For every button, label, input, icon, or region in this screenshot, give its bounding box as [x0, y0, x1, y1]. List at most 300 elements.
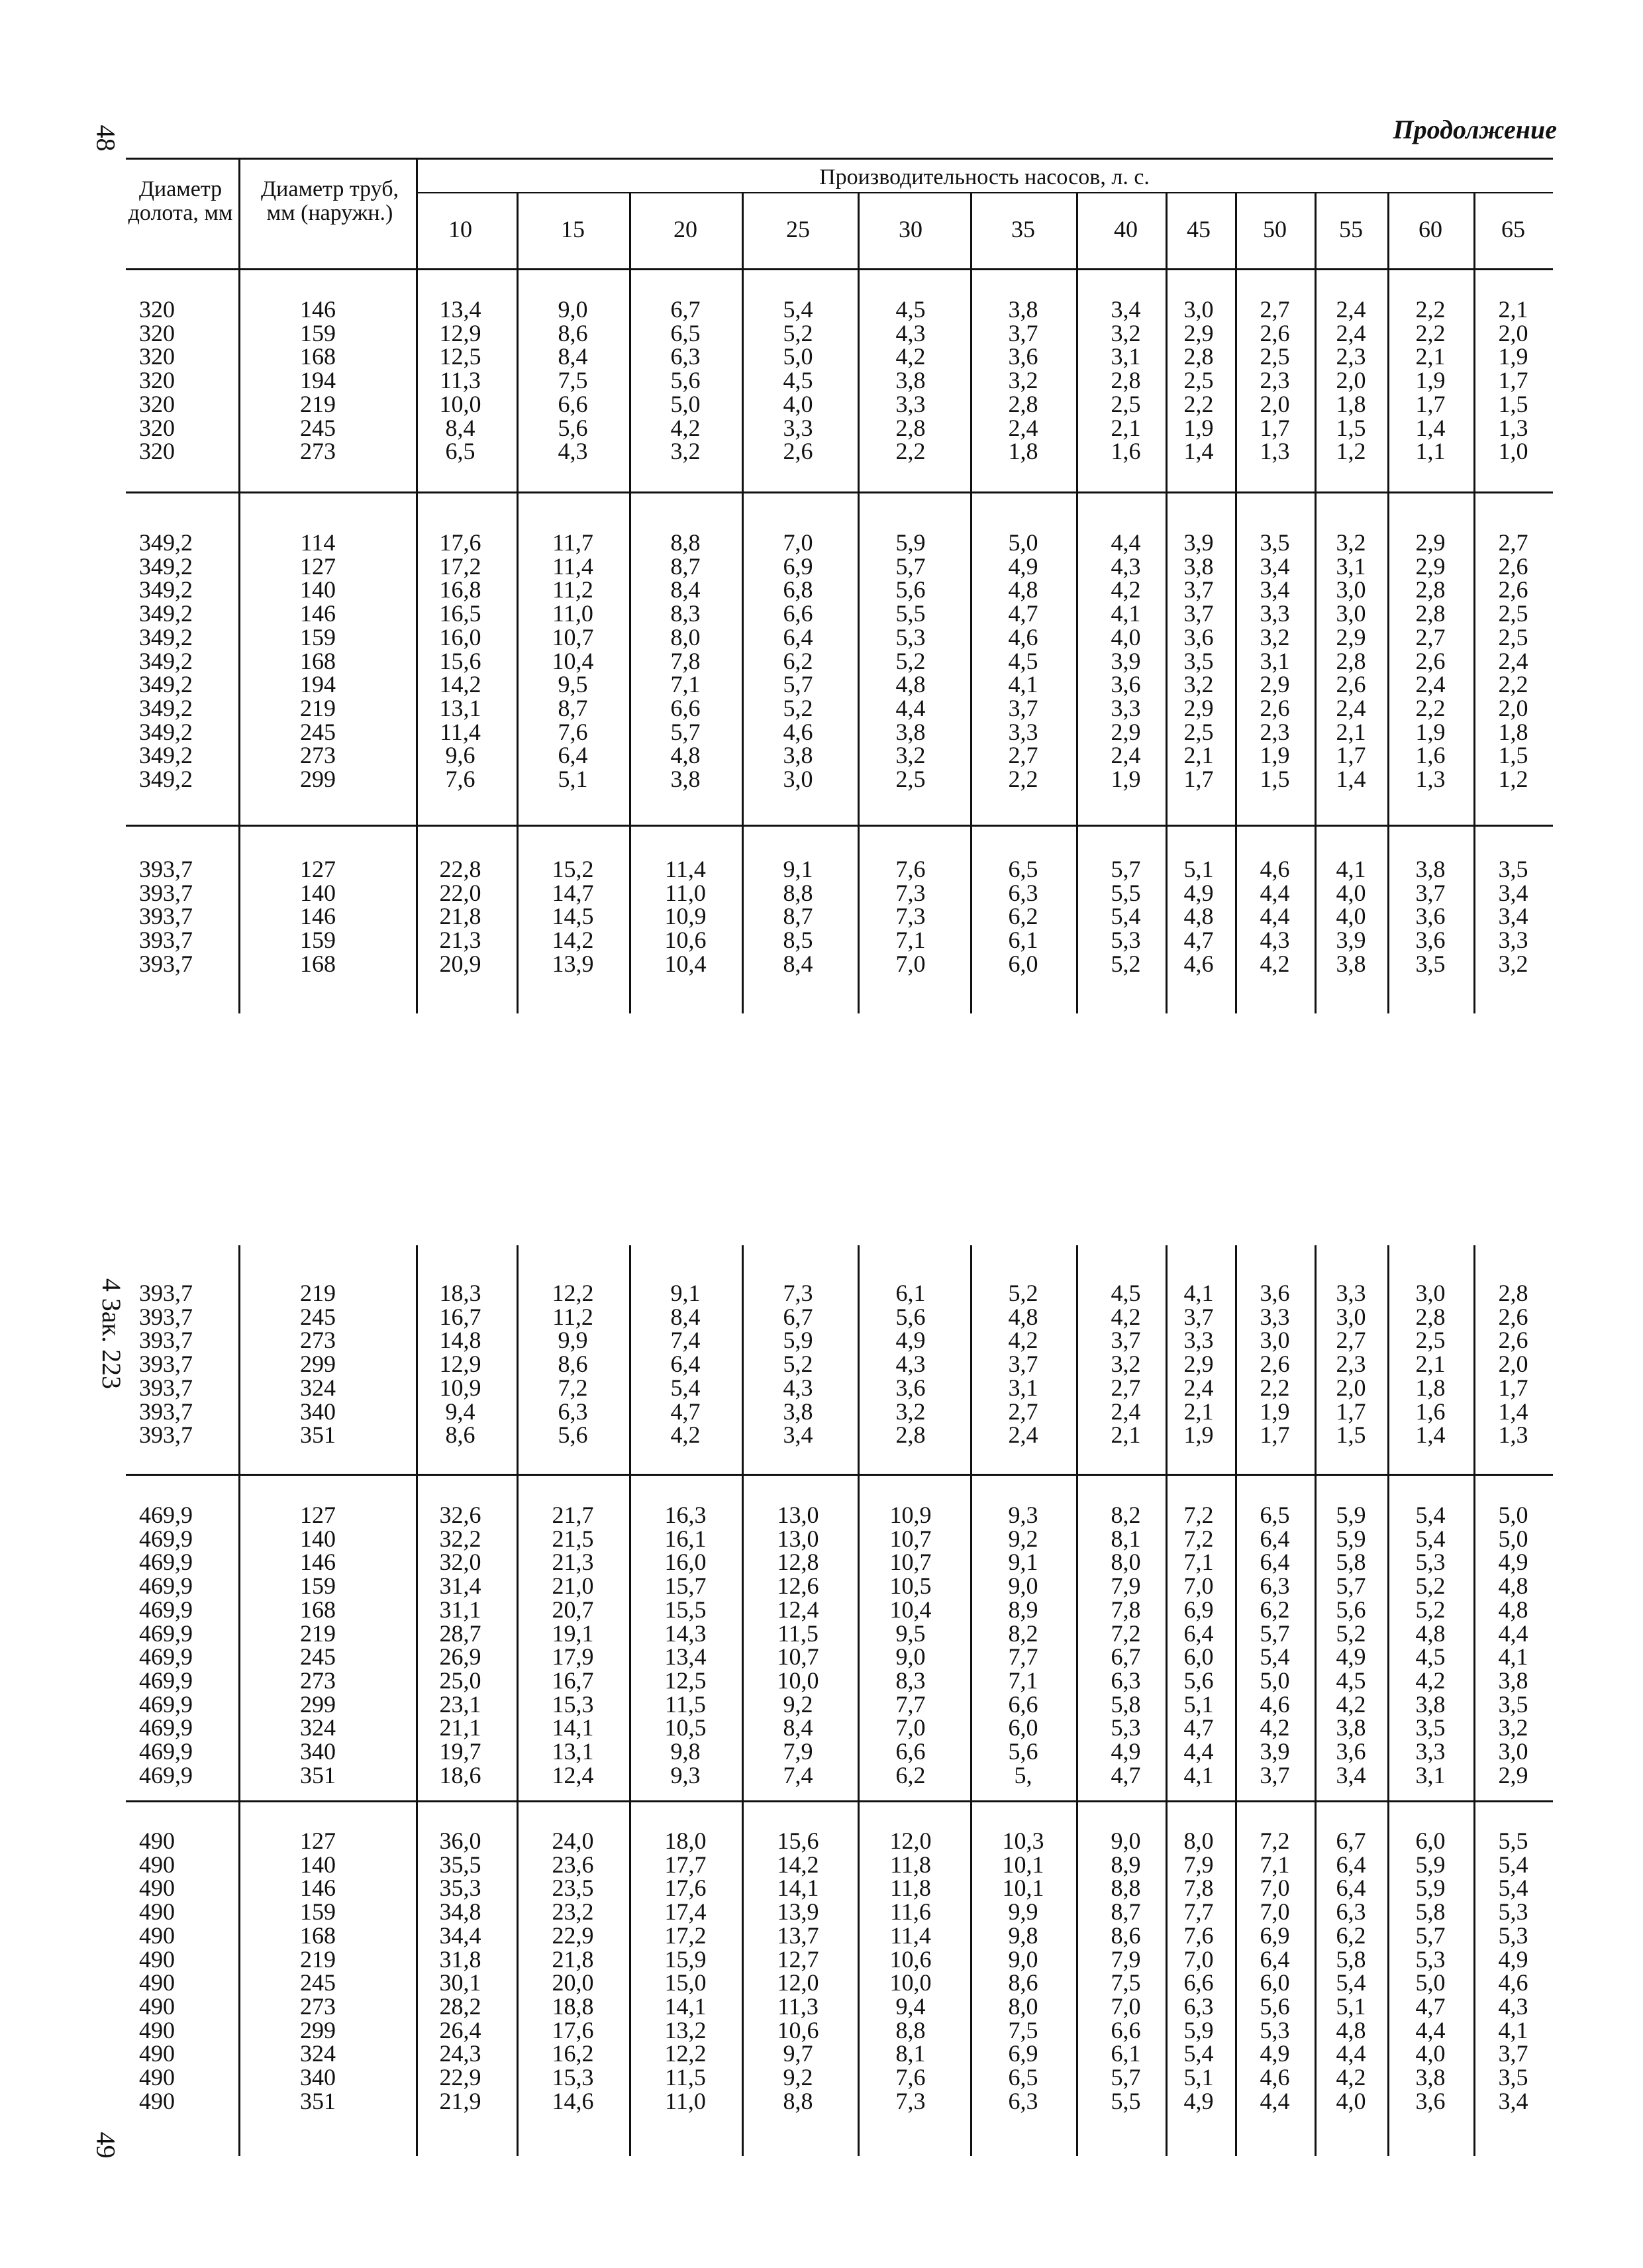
table-cell: 3,0: [1260, 1327, 1290, 1354]
table-cell: 4,2: [1336, 1690, 1366, 1718]
table-cell: 8,6: [558, 1351, 588, 1378]
table-cell: 469,9: [139, 1502, 193, 1528]
table-cell: 8,8: [670, 529, 701, 556]
table-cell: 5,5: [895, 600, 926, 627]
table-cell: 5,0: [783, 343, 813, 370]
table-cell: 9,7: [783, 2040, 813, 2067]
table-cell: 2,7: [1260, 296, 1290, 323]
table-cell: 5,9: [1415, 1875, 1446, 1902]
table-cell: 10,3: [1002, 1828, 1044, 1854]
table-cell: 3,5: [1498, 856, 1528, 882]
table-cell: 127: [300, 552, 336, 580]
table-cell: 2,3: [1260, 367, 1290, 394]
table-cell: 8,3: [895, 1667, 926, 1694]
power-value-column: [748, 1830, 848, 2113]
bit-diameter-column: [139, 298, 238, 464]
table-cell: 5,6: [895, 576, 926, 603]
table-cell: 5,2: [783, 694, 813, 721]
table-cell: 3,6: [1008, 343, 1038, 370]
body-column-rule: [517, 1476, 519, 1800]
table-cell: 2,4: [1336, 296, 1366, 323]
table-cell: 6,4: [1260, 1549, 1290, 1576]
table-cell: 3,7: [1183, 576, 1214, 603]
table-cell: 4,2: [670, 414, 701, 441]
table-cell: 20,9: [439, 950, 481, 977]
table-cell: 3,8: [670, 766, 701, 793]
power-value-column: [861, 298, 960, 464]
table-cell: 10,0: [777, 1667, 819, 1694]
table-cell: 159: [300, 927, 336, 954]
table-cell: 393,7: [139, 903, 193, 930]
table-cell: 273: [300, 1992, 336, 2020]
table-cell: 2,4: [1336, 319, 1366, 346]
table-cell: 14,7: [552, 879, 594, 906]
table-cell: 1,3: [1498, 1421, 1528, 1449]
table-cell: 2,1: [1183, 1398, 1214, 1425]
table-cell: 5,3: [1415, 1549, 1446, 1576]
table-cell: 4,8: [895, 671, 926, 698]
table-cell: 2,7: [1111, 1374, 1141, 1401]
table-cell: 1,3: [1498, 414, 1528, 441]
power-value-header: 45: [1187, 216, 1211, 242]
table-cell: 24,3: [439, 2040, 481, 2067]
table-cell: 245: [300, 1303, 336, 1330]
body-column-rule: [629, 1802, 631, 2156]
table-cell: 1,6: [1415, 742, 1446, 769]
body-column-rule: [742, 1245, 744, 1474]
table-cell: 351: [300, 1421, 336, 1449]
table-cell: 11,2: [552, 1303, 593, 1330]
table-cell: 4,9: [1183, 2087, 1214, 2114]
table-cell: 12,5: [664, 1667, 707, 1694]
table-cell: 3,8: [1008, 296, 1038, 323]
power-value-column: [861, 531, 960, 792]
table-cell: 9,2: [783, 2064, 813, 2091]
body-column-rule: [517, 270, 519, 491]
table-cell: 2,5: [895, 766, 926, 793]
table-cell: 8,2: [1008, 1620, 1038, 1647]
table-cell: 10,5: [664, 1714, 707, 1741]
table-cell: 393,7: [139, 856, 193, 882]
body-column-rule: [970, 1476, 972, 1800]
table-cell: 9,1: [670, 1280, 701, 1306]
power-header-rule: [416, 192, 1553, 193]
left-page-number: 48: [91, 125, 121, 152]
table-cell: 3,8: [895, 367, 926, 394]
table-cell: 2,2: [1008, 766, 1038, 793]
table-cell: 5,9: [783, 1327, 813, 1354]
table-cell: 320: [139, 367, 175, 394]
table-cell: 299: [300, 1690, 336, 1718]
table-cell: 35,3: [439, 1875, 481, 1902]
table-cell: 13,4: [439, 296, 481, 323]
table-cell: 10,5: [889, 1572, 932, 1600]
table-cell: 4,8: [670, 742, 701, 769]
table-cell: 31,1: [439, 1596, 481, 1623]
power-value-column: [861, 1282, 960, 1447]
power-value-column: [973, 1504, 1073, 1787]
table-cell: 5,6: [1260, 1992, 1290, 2020]
body-column-rule: [1076, 493, 1078, 825]
table-cell: 168: [300, 647, 336, 674]
body-column-rule: [238, 1476, 240, 1800]
table-cell: 4,4: [1183, 1738, 1214, 1765]
table-cell: 1,9: [1183, 1421, 1214, 1449]
table-cell: 5,9: [1336, 1525, 1366, 1552]
table-cell: 5,8: [1336, 1945, 1366, 1973]
table-cell: 2,1: [1183, 742, 1214, 769]
table-cell: 4,6: [1008, 623, 1038, 650]
table-cell: 2,7: [1008, 1398, 1038, 1425]
table-cell: 23,1: [439, 1690, 481, 1718]
table-cell: 17,2: [664, 1922, 707, 1949]
table-cell: 6,5: [1008, 856, 1038, 882]
body-column-rule: [517, 827, 519, 1013]
power-value-column: [411, 858, 510, 976]
table-cell: 4,1: [1336, 856, 1366, 882]
table-cell: 3,0: [1336, 576, 1366, 603]
table-cell: 393,7: [139, 1303, 193, 1330]
body-column-rule: [1076, 1476, 1078, 1800]
body-column-rule: [238, 270, 240, 491]
body-column-rule: [629, 493, 631, 825]
table-cell: 3,6: [1415, 903, 1446, 930]
table-cell: 3,6: [895, 1374, 926, 1401]
table-cell: 2,0: [1498, 1351, 1528, 1378]
table-cell: 2,9: [1183, 319, 1214, 346]
table-cell: 6,4: [783, 623, 813, 650]
table-cell: 7,7: [895, 1690, 926, 1718]
table-cell: 4,6: [1498, 1969, 1528, 1996]
table-cell: 7,0: [895, 1714, 926, 1741]
table-cell: 5,7: [1111, 856, 1141, 882]
power-value-column: [861, 1504, 960, 1787]
bit-diameter-column: [139, 1282, 238, 1447]
table-cell: 8,6: [445, 1421, 475, 1449]
table-cell: 3,8: [1415, 1690, 1446, 1718]
table-cell: 3,2: [1008, 367, 1038, 394]
table-cell: 8,1: [895, 2040, 926, 2067]
table-cell: 2,9: [1498, 1761, 1528, 1788]
table-cell: 3,2: [1498, 950, 1528, 977]
table-cell: 4,3: [1111, 552, 1141, 580]
table-cell: 8,6: [558, 319, 588, 346]
body-column-rule: [1076, 1802, 1078, 2156]
table-cell: 2,6: [783, 438, 813, 465]
body-column-rule: [1235, 270, 1237, 491]
table-cell: 7,9: [1111, 1572, 1141, 1600]
table-cell: 11,7: [552, 529, 593, 556]
table-cell: 21,3: [552, 1549, 594, 1576]
table-cell: 6,6: [1008, 1690, 1038, 1718]
body-column-rule: [238, 827, 240, 1013]
table-cell: 2,7: [1336, 1327, 1366, 1354]
table-cell: 11,6: [890, 1898, 931, 1926]
table-cell: 8,0: [670, 623, 701, 650]
table-cell: 10,9: [439, 1374, 481, 1401]
table-cell: 168: [300, 343, 336, 370]
table-cell: 490: [139, 1992, 175, 2020]
table-cell: 21,8: [552, 1945, 594, 1973]
table-cell: 351: [300, 2087, 336, 2114]
table-cell: 28,2: [439, 1992, 481, 2020]
table-cell: 4,8: [1336, 2016, 1366, 2043]
table-cell: 1,9: [1415, 718, 1446, 745]
table-cell: 3,0: [1498, 1738, 1528, 1765]
table-cell: 3,6: [1260, 1280, 1290, 1306]
table-cell: 2,1: [1111, 414, 1141, 441]
table-cell: 12,0: [889, 1828, 932, 1854]
table-cell: 11,8: [890, 1875, 931, 1902]
table-cell: 5,2: [895, 647, 926, 674]
table-cell: 3,7: [1008, 1351, 1038, 1378]
table-cell: 7,6: [1183, 1922, 1214, 1949]
table-cell: 8,7: [670, 552, 701, 580]
table-cell: 8,7: [783, 903, 813, 930]
table-cell: 9,8: [670, 1738, 701, 1765]
table-cell: 2,0: [1260, 390, 1290, 417]
table-cell: 3,4: [1498, 2087, 1528, 2114]
table-cell: 4,4: [1260, 903, 1290, 930]
body-column-rule: [1076, 270, 1078, 491]
table-cell: 3,0: [1336, 600, 1366, 627]
table-cell: 6,3: [558, 1398, 588, 1425]
body-column-rule: [1166, 1245, 1168, 1474]
table-cell: 2,5: [1415, 1327, 1446, 1354]
table-cell: 5,8: [1336, 1549, 1366, 1576]
table-cell: 6,0: [1415, 1828, 1446, 1854]
body-column-rule: [742, 1476, 744, 1800]
body-column-rule: [1166, 1476, 1168, 1800]
table-cell: 7,8: [1183, 1875, 1214, 1902]
table-cell: 4,9: [1336, 1643, 1366, 1671]
body-column-rule: [1387, 827, 1389, 1013]
table-cell: 127: [300, 1828, 336, 1854]
table-cell: 6,0: [1260, 1969, 1290, 1996]
table-cell: 5,4: [1260, 1643, 1290, 1671]
table-cell: 17,6: [552, 2016, 594, 2043]
table-cell: 5,1: [1183, 2064, 1214, 2091]
table-cell: 469,9: [139, 1690, 193, 1718]
table-cell: 324: [300, 1714, 336, 1741]
table-cell: 6,2: [1260, 1596, 1290, 1623]
table-cell: 7,0: [783, 529, 813, 556]
table-cell: 2,6: [1498, 576, 1528, 603]
table-cell: 9,0: [558, 296, 588, 323]
table-cell: 11,0: [552, 600, 593, 627]
table-cell: 25,0: [439, 1667, 481, 1694]
table-cell: 349,2: [139, 647, 193, 674]
table-cell: 7,0: [1183, 1572, 1214, 1600]
header-column-rule: [238, 159, 240, 268]
table-cell: 469,9: [139, 1549, 193, 1576]
table-cell: 4,3: [1260, 927, 1290, 954]
table-cell: 15,5: [664, 1596, 707, 1623]
table-cell: 2,0: [1336, 1374, 1366, 1401]
table-cell: 12,4: [777, 1596, 819, 1623]
header-bottom-rule: [126, 268, 1553, 270]
body-column-rule: [416, 270, 418, 491]
table-cell: 5,1: [1183, 1690, 1214, 1718]
table-cell: 6,4: [558, 742, 588, 769]
table-cell: 3,4: [1260, 576, 1290, 603]
body-column-rule: [1315, 493, 1317, 825]
header-column-rule: [629, 193, 631, 268]
table-cell: 320: [139, 319, 175, 346]
body-column-rule: [970, 827, 972, 1013]
table-cell: 6,0: [1008, 1714, 1038, 1741]
pipe-diameter-column: [278, 531, 358, 792]
table-cell: 6,7: [1336, 1828, 1366, 1854]
table-cell: 7,9: [1183, 1851, 1214, 1878]
table-cell: 13,1: [439, 694, 481, 721]
table-cell: 5,2: [1415, 1572, 1446, 1600]
table-cell: 4,7: [1111, 1761, 1141, 1788]
table-cell: 320: [139, 390, 175, 417]
table-cell: 4,4: [895, 694, 926, 721]
table-cell: 349,2: [139, 623, 193, 650]
table-cell: 17,7: [664, 1851, 707, 1878]
body-column-rule: [629, 1245, 631, 1474]
table-cell: 10,6: [889, 1945, 932, 1973]
table-cell: 16,3: [664, 1502, 707, 1528]
table-cell: 159: [300, 1898, 336, 1926]
table-cell: 11,4: [552, 552, 593, 580]
table-cell: 146: [300, 1875, 336, 1902]
table-cell: 7,0: [1260, 1875, 1290, 1902]
table-cell: 8,9: [1111, 1851, 1141, 1878]
table-cell: 7,2: [1111, 1620, 1141, 1647]
table-cell: 3,8: [783, 1398, 813, 1425]
table-cell: 21,1: [439, 1714, 481, 1741]
table-cell: 1,4: [1183, 438, 1214, 465]
table-cell: 4,0: [1336, 879, 1366, 906]
table-cell: 5,1: [1336, 1992, 1366, 2020]
table-cell: 7,9: [783, 1738, 813, 1765]
table-cell: 349,2: [139, 766, 193, 793]
power-value-column: [748, 531, 848, 792]
table-cell: 6,2: [783, 647, 813, 674]
body-column-rule: [1473, 1802, 1475, 2156]
table-cell: 5,3: [1111, 927, 1141, 954]
table-cell: 5,7: [895, 552, 926, 580]
table-cell: 4,9: [1111, 1738, 1141, 1765]
table-cell: 6,4: [670, 1351, 701, 1378]
table-cell: 3,1: [1111, 343, 1141, 370]
table-cell: 9,3: [670, 1761, 701, 1788]
body-column-rule: [1387, 270, 1389, 491]
table-cell: 8,4: [445, 414, 475, 441]
table-cell: 18,3: [439, 1280, 481, 1306]
table-cell: 3,4: [783, 1421, 813, 1449]
table-cell: 2,8: [1111, 367, 1141, 394]
table-cell: 6,7: [670, 296, 701, 323]
table-cell: 8,0: [1183, 1828, 1214, 1854]
table-cell: 20,0: [552, 1969, 594, 1996]
table-cell: 5,3: [895, 623, 926, 650]
header-column-rule: [858, 193, 860, 268]
table-cell: 320: [139, 343, 175, 370]
table-cell: 3,7: [1183, 1303, 1214, 1330]
table-cell: 4,2: [895, 343, 926, 370]
table-cell: 5,7: [1415, 1922, 1446, 1949]
table-cell: 8,7: [558, 694, 588, 721]
table-cell: 1,9: [1183, 414, 1214, 441]
table-cell: 2,6: [1415, 647, 1446, 674]
table-cell: 10,7: [552, 623, 594, 650]
table-cell: 20,7: [552, 1596, 594, 1623]
table-cell: 2,4: [1008, 1421, 1038, 1449]
table-cell: 5,9: [1336, 1502, 1366, 1528]
table-cell: 4,9: [1498, 1945, 1528, 1973]
table-cell: 6,6: [1111, 2016, 1141, 2043]
table-cell: 2,5: [1498, 623, 1528, 650]
table-cell: 7,6: [895, 2064, 926, 2091]
table-cell: 12,2: [664, 2040, 707, 2067]
table-cell: 5,4: [1498, 1851, 1528, 1878]
table-cell: 5,6: [1183, 1667, 1214, 1694]
power-value-column: [973, 1282, 1073, 1447]
table-cell: 7,1: [1183, 1549, 1214, 1576]
table-cell: 3,9: [1183, 529, 1214, 556]
table-cell: 10,1: [1002, 1875, 1044, 1902]
table-cell: 2,0: [1498, 319, 1528, 346]
table-cell: 8,8: [783, 2087, 813, 2114]
table-cell: 2,9: [1183, 1351, 1214, 1378]
table-cell: 10,4: [664, 950, 707, 977]
table-cell: 351: [300, 1761, 336, 1788]
table-cell: 2,6: [1260, 319, 1290, 346]
power-value-column: [861, 1830, 960, 2113]
side-footer: 4 Зак. 223: [97, 1278, 127, 1390]
table-cell: 3,5: [1183, 647, 1214, 674]
table-cell: 5,4: [670, 1374, 701, 1401]
table-cell: 3,3: [1008, 718, 1038, 745]
table-cell: 6,9: [783, 552, 813, 580]
table-cell: 12,5: [439, 343, 481, 370]
power-value-header: 65: [1501, 216, 1525, 242]
table-cell: 393,7: [139, 1327, 193, 1354]
table-cell: 1,7: [1415, 390, 1446, 417]
table-cell: 5,4: [783, 296, 813, 323]
table-cell: 4,3: [895, 319, 926, 346]
table-cell: 32,6: [439, 1502, 481, 1528]
table-cell: 2,8: [1183, 343, 1214, 370]
table-cell: 21,3: [439, 927, 481, 954]
table-cell: 140: [300, 1851, 336, 1878]
table-cell: 24,0: [552, 1828, 594, 1854]
table-cell: 11,0: [665, 2087, 706, 2114]
table-cell: 31,8: [439, 1945, 481, 1973]
table-cell: 16,7: [439, 1303, 481, 1330]
table-cell: 2,1: [1415, 1351, 1446, 1378]
table-cell: 8,5: [783, 927, 813, 954]
table-cell: 245: [300, 1969, 336, 1996]
table-cell: 219: [300, 390, 336, 417]
body-column-rule: [1473, 827, 1475, 1013]
table-cell: 1,7: [1498, 1374, 1528, 1401]
table-cell: 4,8: [1498, 1596, 1528, 1623]
table-cell: 2,9: [1415, 552, 1446, 580]
table-cell: 4,5: [1415, 1643, 1446, 1671]
power-value-header: 40: [1114, 216, 1138, 242]
table-cell: 12,9: [439, 1351, 481, 1378]
table-cell: 13,0: [777, 1502, 819, 1528]
table-cell: 2,2: [895, 438, 926, 465]
body-column-rule: [970, 1802, 972, 2156]
table-cell: 7,0: [1260, 1898, 1290, 1926]
table-top-rule: [126, 158, 1553, 160]
